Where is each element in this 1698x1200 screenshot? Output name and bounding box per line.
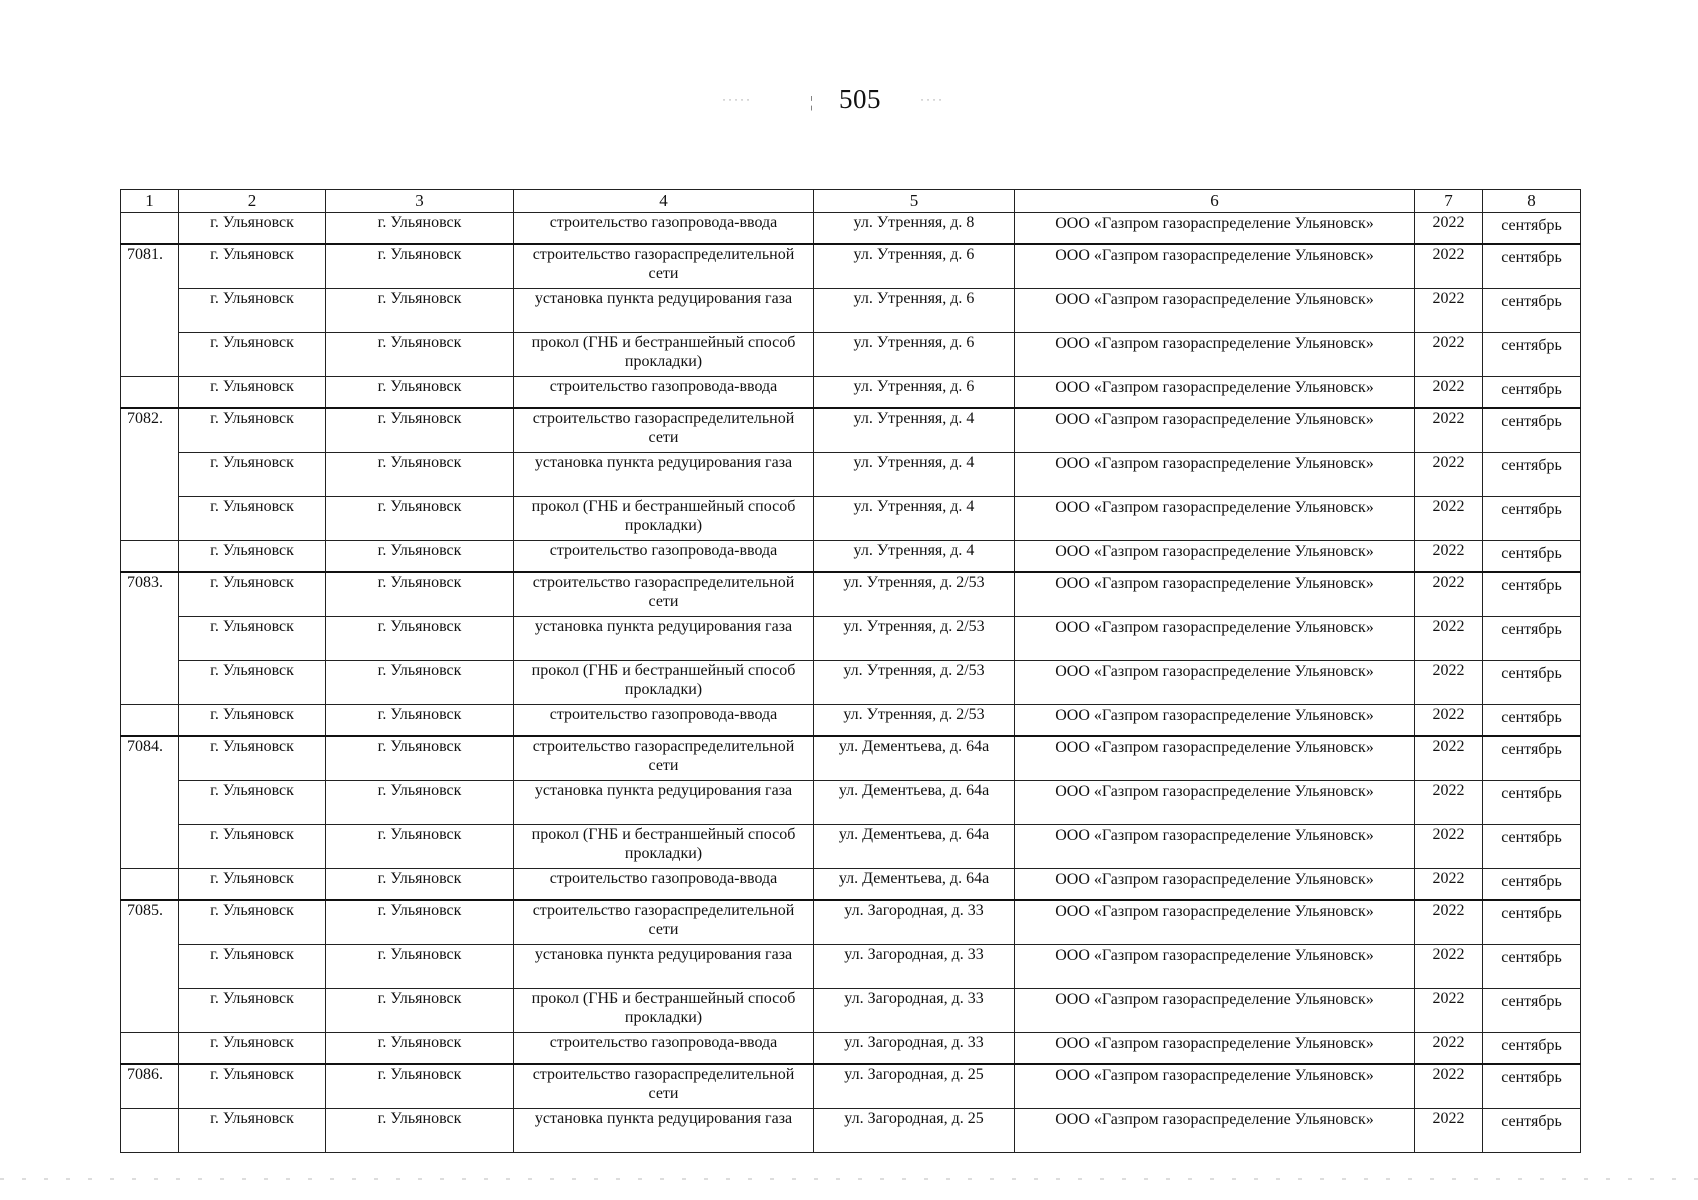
table-row [121,1033,1581,1065]
cell-num: 7082. [121,408,179,453]
cell-address: ул. Утренняя, д. 8 [814,213,1015,245]
table-body [121,213,1581,1153]
cell-c3: г. Ульяновск [326,408,514,453]
cell-work: строительство газораспределительной сети [514,408,814,453]
cell-work: строительство газопровода-ввода [514,377,814,409]
cell-owner: ООО «Газпром газораспределение Ульяновск» [1015,453,1415,497]
cell-c2: г. Ульяновск [179,497,326,541]
cell-c2: г. Ульяновск [179,289,326,333]
cell-owner: ООО «Газпром газораспределение Ульяновск» [1015,333,1415,377]
cell-month: сентябрь [1483,617,1581,661]
cell-c3: г. Ульяновск [326,705,514,737]
cell-work: строительство газопровода-ввода [514,869,814,901]
cell-work: строительство газопровода-ввода [514,213,814,245]
cell-year: 2022 [1415,289,1483,333]
cell-c2: г. Ульяновск [179,541,326,573]
cell-year: 2022 [1415,825,1483,869]
cell-month: сентябрь [1483,781,1581,825]
cell-address: ул. Утренняя, д. 6 [814,289,1015,333]
cell-num [121,945,179,989]
cell-c3: г. Ульяновск [326,1064,514,1109]
table-row [121,377,1581,409]
cell-work: прокол (ГНБ и бестраншейный способ прокладки) [514,333,814,377]
cell-month: сентябрь [1483,408,1581,453]
table-row [121,661,1581,705]
cell-owner: ООО «Газпром газораспределение Ульяновск» [1015,244,1415,289]
cell-month: сентябрь [1483,497,1581,541]
cell-num [121,377,179,409]
cell-address: ул. Загородная, д. 33 [814,945,1015,989]
cell-month: сентябрь [1483,377,1581,409]
cell-c2: г. Ульяновск [179,900,326,945]
cell-work: установка пункта редуцирования газа [514,453,814,497]
cell-c3: г. Ульяновск [326,497,514,541]
cell-work: строительство газораспределительной сети [514,572,814,617]
cell-year: 2022 [1415,1033,1483,1065]
cell-month: сентябрь [1483,572,1581,617]
table-row [121,989,1581,1033]
cell-address: ул. Утренняя, д. 2/53 [814,617,1015,661]
table-row [121,825,1581,869]
cell-work: строительство газопровода-ввода [514,1033,814,1065]
register-table [120,189,1581,1153]
cell-c3: г. Ульяновск [326,244,514,289]
cell-month: сентябрь [1483,453,1581,497]
cell-num [121,541,179,573]
cell-month: сентябрь [1483,945,1581,989]
cell-c2: г. Ульяновск [179,869,326,901]
cell-c3: г. Ульяновск [326,377,514,409]
cell-num: 7085. [121,900,179,945]
cell-month: сентябрь [1483,1033,1581,1065]
cell-c3: г. Ульяновск [326,572,514,617]
cell-address: ул. Утренняя, д. 2/53 [814,572,1015,617]
cell-address: ул. Дементьева, д. 64а [814,736,1015,781]
cell-num [121,289,179,333]
table-row [121,705,1581,737]
cell-month: сентябрь [1483,825,1581,869]
table-row [121,1109,1581,1153]
cell-year: 2022 [1415,661,1483,705]
cell-owner: ООО «Газпром газораспределение Ульяновск» [1015,1064,1415,1109]
cell-num [121,453,179,497]
column-header: 5 [814,190,1015,213]
cell-c2: г. Ульяновск [179,572,326,617]
cell-owner: ООО «Газпром газораспределение Ульяновск» [1015,541,1415,573]
cell-owner: ООО «Газпром газораспределение Ульяновск» [1015,825,1415,869]
column-header: 7 [1415,190,1483,213]
cell-c3: г. Ульяновск [326,945,514,989]
cell-owner: ООО «Газпром газораспределение Ульяновск» [1015,661,1415,705]
cell-year: 2022 [1415,408,1483,453]
cell-owner: ООО «Газпром газораспределение Ульяновск» [1015,900,1415,945]
cell-num [121,989,179,1033]
cell-address: ул. Загородная, д. 33 [814,1033,1015,1065]
cell-work: строительство газопровода-ввода [514,541,814,573]
cell-c3: г. Ульяновск [326,1109,514,1153]
scan-artifact [0,1178,1698,1180]
cell-year: 2022 [1415,617,1483,661]
cell-address: ул. Утренняя, д. 4 [814,453,1015,497]
cell-work: прокол (ГНБ и бестраншейный способ прокладки) [514,989,814,1033]
cell-year: 2022 [1415,1109,1483,1153]
column-header: 8 [1483,190,1581,213]
cell-c2: г. Ульяновск [179,825,326,869]
cell-address: ул. Утренняя, д. 4 [814,497,1015,541]
cell-owner: ООО «Газпром газораспределение Ульяновск» [1015,572,1415,617]
cell-address: ул. Утренняя, д. 6 [814,244,1015,289]
cell-owner: ООО «Газпром газораспределение Ульяновск» [1015,869,1415,901]
column-header: 6 [1015,190,1415,213]
table-row [121,869,1581,901]
cell-owner: ООО «Газпром газораспределение Ульяновск» [1015,408,1415,453]
cell-num [121,1033,179,1065]
cell-c3: г. Ульяновск [326,617,514,661]
cell-owner: ООО «Газпром газораспределение Ульяновск» [1015,1109,1415,1153]
cell-num [121,497,179,541]
cell-c2: г. Ульяновск [179,989,326,1033]
cell-owner: ООО «Газпром газораспределение Ульяновск» [1015,213,1415,245]
scan-artifact: ˙˙˙˙ [920,96,944,110]
cell-month: сентябрь [1483,1064,1581,1109]
cell-c2: г. Ульяновск [179,453,326,497]
cell-address: ул. Утренняя, д. 6 [814,377,1015,409]
cell-c3: г. Ульяновск [326,900,514,945]
cell-c3: г. Ульяновск [326,869,514,901]
cell-owner: ООО «Газпром газораспределение Ульяновск» [1015,945,1415,989]
cell-c3: г. Ульяновск [326,989,514,1033]
cell-owner: ООО «Газпром газораспределение Ульяновск» [1015,497,1415,541]
cell-owner: ООО «Газпром газораспределение Ульяновск» [1015,736,1415,781]
cell-month: сентябрь [1483,869,1581,901]
cell-year: 2022 [1415,945,1483,989]
cell-num: 7083. [121,572,179,617]
cell-c2: г. Ульяновск [179,736,326,781]
cell-month: сентябрь [1483,900,1581,945]
cell-work: установка пункта редуцирования газа [514,1109,814,1153]
cell-month: сентябрь [1483,213,1581,245]
table-row [121,945,1581,989]
scan-artifact: ¦ [810,94,814,111]
cell-year: 2022 [1415,869,1483,901]
cell-c2: г. Ульяновск [179,408,326,453]
cell-c3: г. Ульяновск [326,541,514,573]
table-row [121,900,1581,945]
cell-address: ул. Утренняя, д. 4 [814,541,1015,573]
cell-address: ул. Утренняя, д. 2/53 [814,661,1015,705]
cell-num [121,333,179,377]
page-number: 505 [839,84,881,114]
cell-year: 2022 [1415,989,1483,1033]
cell-work: прокол (ГНБ и бестраншейный способ прокладки) [514,497,814,541]
cell-c3: г. Ульяновск [326,781,514,825]
cell-num [121,661,179,705]
table-row [121,1064,1581,1109]
cell-work: строительство газораспределительной сети [514,244,814,289]
cell-address: ул. Загородная, д. 33 [814,989,1015,1033]
cell-owner: ООО «Газпром газораспределение Ульяновск» [1015,781,1415,825]
cell-year: 2022 [1415,497,1483,541]
cell-year: 2022 [1415,900,1483,945]
cell-c2: г. Ульяновск [179,1033,326,1065]
table-row [121,541,1581,573]
cell-work: строительство газораспределительной сети [514,900,814,945]
cell-work: строительство газопровода-ввода [514,705,814,737]
table-row [121,736,1581,781]
column-header: 4 [514,190,814,213]
cell-month: сентябрь [1483,244,1581,289]
cell-c2: г. Ульяновск [179,213,326,245]
cell-year: 2022 [1415,572,1483,617]
cell-address: ул. Дементьева, д. 64а [814,869,1015,901]
cell-num [121,869,179,901]
cell-num: 7084. [121,736,179,781]
cell-num [121,825,179,869]
cell-month: сентябрь [1483,1109,1581,1153]
cell-year: 2022 [1415,333,1483,377]
cell-c3: г. Ульяновск [326,333,514,377]
cell-c3: г. Ульяновск [326,736,514,781]
cell-owner: ООО «Газпром газораспределение Ульяновск» [1015,289,1415,333]
cell-year: 2022 [1415,213,1483,245]
table-row [121,213,1581,245]
table-row [121,244,1581,289]
cell-c2: г. Ульяновск [179,1064,326,1109]
cell-year: 2022 [1415,244,1483,289]
cell-c2: г. Ульяновск [179,661,326,705]
table-row [121,572,1581,617]
table-row [121,497,1581,541]
cell-year: 2022 [1415,453,1483,497]
table-row [121,453,1581,497]
cell-month: сентябрь [1483,989,1581,1033]
table-row [121,289,1581,333]
cell-year: 2022 [1415,1064,1483,1109]
cell-c3: г. Ульяновск [326,825,514,869]
cell-c2: г. Ульяновск [179,945,326,989]
scan-artifact: ˙˙˙˙˙ [722,96,752,110]
cell-work: установка пункта редуцирования газа [514,289,814,333]
cell-year: 2022 [1415,781,1483,825]
cell-month: сентябрь [1483,289,1581,333]
column-number-row [121,190,1581,213]
cell-work: прокол (ГНБ и бестраншейный способ прокладки) [514,661,814,705]
table-row [121,408,1581,453]
cell-work: строительство газораспределительной сети [514,736,814,781]
cell-address: ул. Утренняя, д. 6 [814,333,1015,377]
cell-address: ул. Загородная, д. 33 [814,900,1015,945]
cell-c3: г. Ульяновск [326,213,514,245]
cell-year: 2022 [1415,541,1483,573]
cell-owner: ООО «Газпром газораспределение Ульяновск» [1015,989,1415,1033]
cell-year: 2022 [1415,377,1483,409]
cell-c2: г. Ульяновск [179,333,326,377]
cell-c3: г. Ульяновск [326,289,514,333]
table-row [121,781,1581,825]
column-header: 2 [179,190,326,213]
cell-month: сентябрь [1483,705,1581,737]
column-header: 3 [326,190,514,213]
cell-owner: ООО «Газпром газораспределение Ульяновск» [1015,377,1415,409]
cell-address: ул. Загородная, д. 25 [814,1109,1015,1153]
cell-year: 2022 [1415,736,1483,781]
cell-c2: г. Ульяновск [179,617,326,661]
cell-month: сентябрь [1483,333,1581,377]
cell-address: ул. Утренняя, д. 2/53 [814,705,1015,737]
table-row [121,617,1581,661]
cell-c2: г. Ульяновск [179,1109,326,1153]
cell-num [121,1109,179,1153]
cell-month: сентябрь [1483,736,1581,781]
cell-work: установка пункта редуцирования газа [514,617,814,661]
cell-address: ул. Дементьева, д. 64а [814,825,1015,869]
cell-num: 7081. [121,244,179,289]
cell-address: ул. Утренняя, д. 4 [814,408,1015,453]
cell-year: 2022 [1415,705,1483,737]
cell-c3: г. Ульяновск [326,453,514,497]
cell-owner: ООО «Газпром газораспределение Ульяновск» [1015,617,1415,661]
cell-owner: ООО «Газпром газораспределение Ульяновск» [1015,705,1415,737]
cell-work: установка пункта редуцирования газа [514,781,814,825]
cell-c2: г. Ульяновск [179,377,326,409]
cell-c3: г. Ульяновск [326,1033,514,1065]
cell-address: ул. Дементьева, д. 64а [814,781,1015,825]
cell-work: строительство газораспределительной сети [514,1064,814,1109]
cell-num [121,705,179,737]
cell-c2: г. Ульяновск [179,781,326,825]
cell-work: прокол (ГНБ и бестраншейный способ прокладки) [514,825,814,869]
cell-c3: г. Ульяновск [326,661,514,705]
cell-month: сентябрь [1483,541,1581,573]
cell-num [121,781,179,825]
cell-month: сентябрь [1483,661,1581,705]
cell-c2: г. Ульяновск [179,244,326,289]
table-row [121,333,1581,377]
column-header: 1 [121,190,179,213]
cell-owner: ООО «Газпром газораспределение Ульяновск» [1015,1033,1415,1065]
cell-address: ул. Загородная, д. 25 [814,1064,1015,1109]
cell-num: 7086. [121,1064,179,1109]
cell-num [121,213,179,245]
cell-c2: г. Ульяновск [179,705,326,737]
cell-work: установка пункта редуцирования газа [514,945,814,989]
cell-num [121,617,179,661]
